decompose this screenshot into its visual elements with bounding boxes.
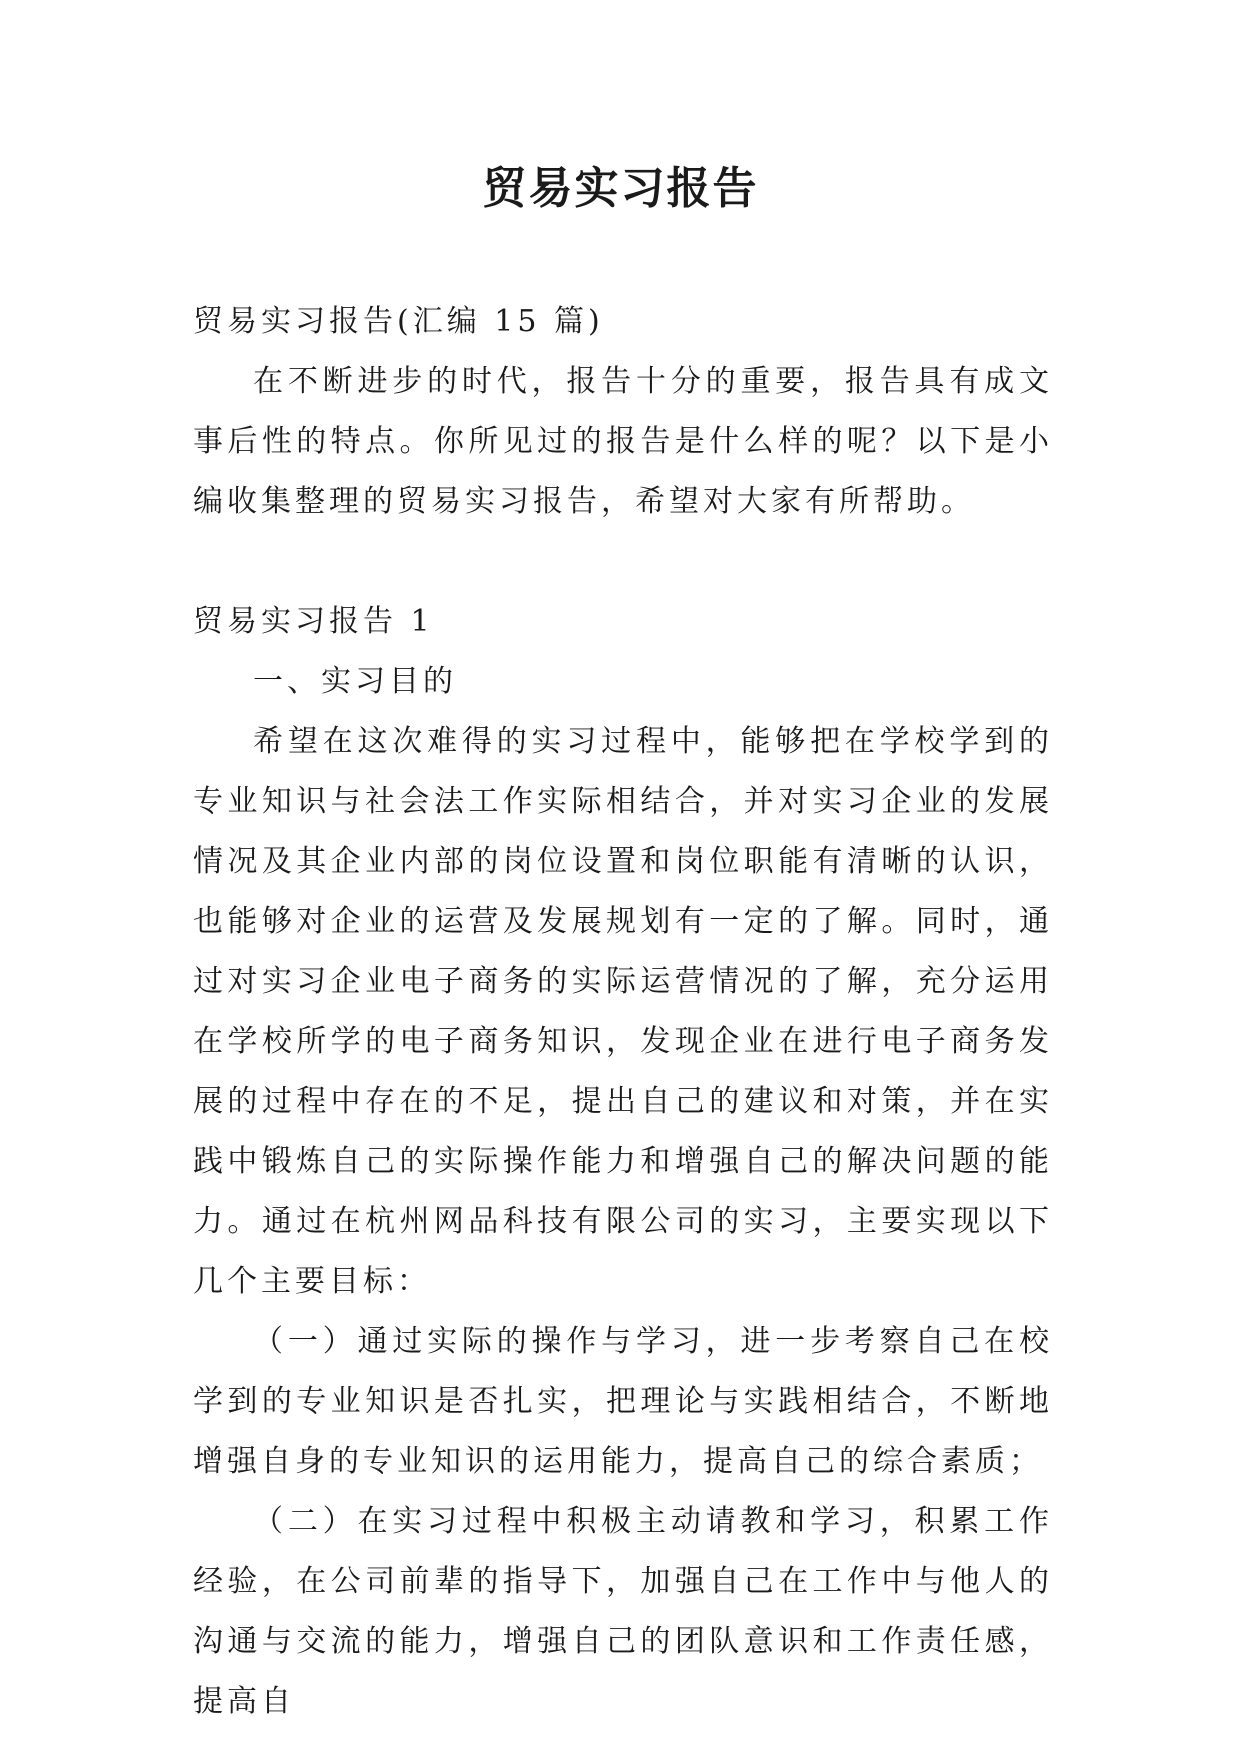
document-title: 贸易实习报告 [482,163,759,214]
paragraph-goal-2: （二）在实习过程中积极主动请教和学习，积累工作经验，在公司前辈的指导下，加强自己在工作中与他人的沟通与交流的能力，增强自己的团队意识和工作责任感，提高自 [193,1504,1053,1719]
section-heading: 贸易实习报告 1 [193,604,434,639]
part-heading: 一、实习目的 [253,664,457,699]
document-subtitle: 贸易实习报告(汇编 15 篇) [193,304,604,339]
intro-paragraph: 在不断进步的时代，报告十分的重要，报告具有成文事后性的特点。你所见过的报告是什么样的呢？以下是小编收集整理的贸易实习报告，希望对大家有所帮助。 [193,364,1053,519]
paragraph-goal-1: （一）通过实际的操作与学习，进一步考察自己在校学到的专业知识是否扎实，把理论与实践相结合，不断地增强自身的专业知识的运用能力，提高自己的综合素质； [193,1324,1053,1479]
paragraph-purpose: 希望在这次难得的实习过程中，能够把在学校学到的专业知识与社会法工作实际相结合，并对实习企业的发展情况及其企业内部的岗位设置和岗位职能有清晰的认识，也能够对企业的运营及发展规划有一定的了解。同时，通过对实习企业电子商务的实际运营情况的了解，充分运用在学校所学的电子商务知识，发现企业在进行电子商务发展的过程中存在的不足，提出自己的建议和对策，并在实践中锻炼自己的实际操作能力和增强自己的解决问题的能力。通过在杭州网品科技有限公司的实习，主要实现以下几个主要目标： [193,724,1053,1299]
document-body [193,292,1053,1732]
